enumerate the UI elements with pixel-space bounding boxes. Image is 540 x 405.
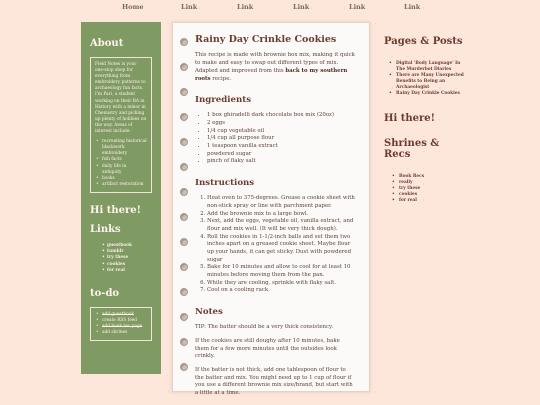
instructions-list xyxy=(207,195,355,295)
punch-hole xyxy=(180,363,188,371)
right-sidebar xyxy=(384,36,464,220)
instruction-step: 2. Add the brownie mix to a large bowl. xyxy=(207,211,355,219)
punch-hole xyxy=(180,213,188,221)
shrine-link-really[interactable]: • really xyxy=(392,180,464,186)
instruction-step: 1. Heat oven to 375-degrees. Grease a cookie sheet with non-stick spray or line with parchment paper. xyxy=(207,195,355,210)
pages-posts-heading: Pages & Posts xyxy=(384,36,463,47)
instruction-step: 3. Next, add the eggs, vegetable oil, vanilla extract, and flour and mix well. (It will be very thick dough). xyxy=(207,218,355,233)
punch-hole xyxy=(180,313,188,321)
ingredient-item: • 1 box ghiradelli dark chocolate box mix (20oz) xyxy=(207,112,355,120)
punch-hole xyxy=(180,188,188,196)
punch-hole xyxy=(180,63,188,71)
punch-hole xyxy=(180,113,188,121)
interests-list xyxy=(95,139,147,188)
interest-item: • daily life in antiquity xyxy=(95,164,147,176)
sidebar-link-cookies[interactable]: • cookies xyxy=(102,262,154,268)
post-link-archaeologist[interactable]: • There are Many Unexpected Benefits to Being an Archaeologist xyxy=(389,73,464,91)
shrine-link-cookies[interactable]: • cookies xyxy=(392,192,464,198)
instruction-step: 7. Cool on a cooling rack. xyxy=(207,287,355,295)
ingredient-item: • 1/4 cup vegetable oil xyxy=(207,128,355,136)
instruction-step: 4. Roll the cookies in 1-1/2-inch balls and set them two inches apart on a greased cookie sheet. Maybe flour up your hands, it can get sticky. Dust with powdered sugar xyxy=(207,234,355,265)
punch-hole xyxy=(180,138,188,146)
punch-hole xyxy=(180,288,188,296)
links-list xyxy=(102,243,154,274)
note-paragraph: TIP: The batter should be a very thick consistency. xyxy=(195,324,334,331)
note-paragraph: If the cookies are still doughy after 10 minutes, bake them for a few more minutes until the outsides look crinkly. xyxy=(195,337,340,360)
right-greeting-heading: Hi there! xyxy=(384,113,436,125)
todo-item-text: add book rec page xyxy=(102,324,143,330)
nav-link-5[interactable]: Link xyxy=(404,3,421,11)
post-link-crinkle-cookies[interactable]: • Rainy Day Crinkle Cookies xyxy=(389,91,464,97)
punch-hole xyxy=(180,38,188,46)
interest-item: • books xyxy=(95,176,147,182)
shrine-link-for-real[interactable]: • for real xyxy=(392,198,464,204)
ingredient-item: • 1 teaspoon vanilla extract xyxy=(207,143,355,151)
sidebar-link-for-real[interactable]: • for real xyxy=(102,268,154,274)
nav-link-3[interactable]: Link xyxy=(293,3,310,11)
intro-text-end: recipe. xyxy=(210,75,232,82)
ingredient-item: • powdered sugar xyxy=(207,151,355,159)
instruction-step: 5. Bake for 10 minutes and allow to cool for at least 10 minutes before moving them from the pan. xyxy=(207,264,355,279)
todo-item xyxy=(95,330,147,336)
greeting-heading: Hi there! xyxy=(90,204,142,216)
recipe-card xyxy=(172,22,370,396)
about-text: Field Notes is your one-stop shop for everything from embroidery patterns to archaeology fun facts. I'm Pari, a student working on their BA in History with a minor in Chemistry and picking up plenty of hobbies on the way. Areas of interest include: xyxy=(95,62,147,135)
source-link[interactable]: back to my southern roots xyxy=(195,67,348,82)
shrine-link-try-these[interactable]: • try these xyxy=(392,186,464,192)
sidebar-link-guestbook[interactable]: • guestbook xyxy=(102,243,154,249)
punch-hole xyxy=(180,338,188,346)
post-link-murderbot[interactable]: • Digital 'Body Language' In The Murderbot Diaries xyxy=(389,61,464,73)
todo-item-text: create RSS feed xyxy=(102,318,138,324)
pages-list xyxy=(389,61,464,97)
intro-text: This recipe is made with brownie box mix, making it quick to make and easy to swap out different types of mix. Adapted and improved from this xyxy=(195,52,355,74)
nav-link-1[interactable]: Link xyxy=(181,3,198,11)
ingredients-heading: Ingredients xyxy=(195,95,252,106)
notes-heading: Notes xyxy=(195,307,223,318)
todo-heading: to-do xyxy=(90,287,120,299)
links-heading: Links xyxy=(90,223,121,235)
ingredient-item: • 1/4 cup all purpose flour xyxy=(207,135,355,143)
todo-item-text: add guestbook xyxy=(102,311,134,317)
ingredient-item: • pinch of flaky salt xyxy=(207,158,355,166)
sidebar-link-tumblr[interactable]: • tumblr xyxy=(102,249,154,255)
interest-item: • fish facts xyxy=(95,157,147,163)
shrines-heading: Shrines & Recs xyxy=(384,138,440,161)
top-navigation xyxy=(0,3,540,15)
punch-hole xyxy=(180,263,188,271)
todo-item-text: add shrines xyxy=(102,330,128,336)
instructions-heading: Instructions xyxy=(195,178,255,189)
interest-item: • artifact restoration xyxy=(95,182,147,188)
shrines-list xyxy=(392,174,464,204)
about-heading: About xyxy=(90,38,124,49)
nav-link-home[interactable]: Home xyxy=(122,3,144,11)
recipe-intro xyxy=(195,52,355,83)
interest-item: • recreating historical blackwork embroidery xyxy=(95,139,147,157)
nav-link-2[interactable]: Link xyxy=(237,3,254,11)
ingredients-list xyxy=(207,112,355,166)
instruction-step: 6. While they are cooling, sprinkle with flaky salt. xyxy=(207,280,355,288)
todo-box xyxy=(90,307,152,341)
about-box xyxy=(90,57,152,193)
note-paragraph: If the batter is not thick, add one tablespoon of flour to the batter and mix. You might need up to 1 cup of flour if you use a different brownie mix size/brand, but start with a little at a time. xyxy=(195,366,353,396)
punch-hole xyxy=(180,238,188,246)
ingredient-item: • 2 eggs xyxy=(207,120,355,128)
left-sidebar xyxy=(81,22,161,374)
nav-link-4[interactable]: Link xyxy=(349,3,366,11)
punch-hole xyxy=(180,163,188,171)
sidebar-link-try-these[interactable]: • try these xyxy=(102,255,154,261)
shrine-link-book-recs[interactable]: • Book Recs xyxy=(392,174,464,180)
punch-hole xyxy=(180,88,188,96)
recipe-title: Rainy Day Crinkle Cookies xyxy=(195,34,337,45)
todo-list xyxy=(95,312,147,336)
